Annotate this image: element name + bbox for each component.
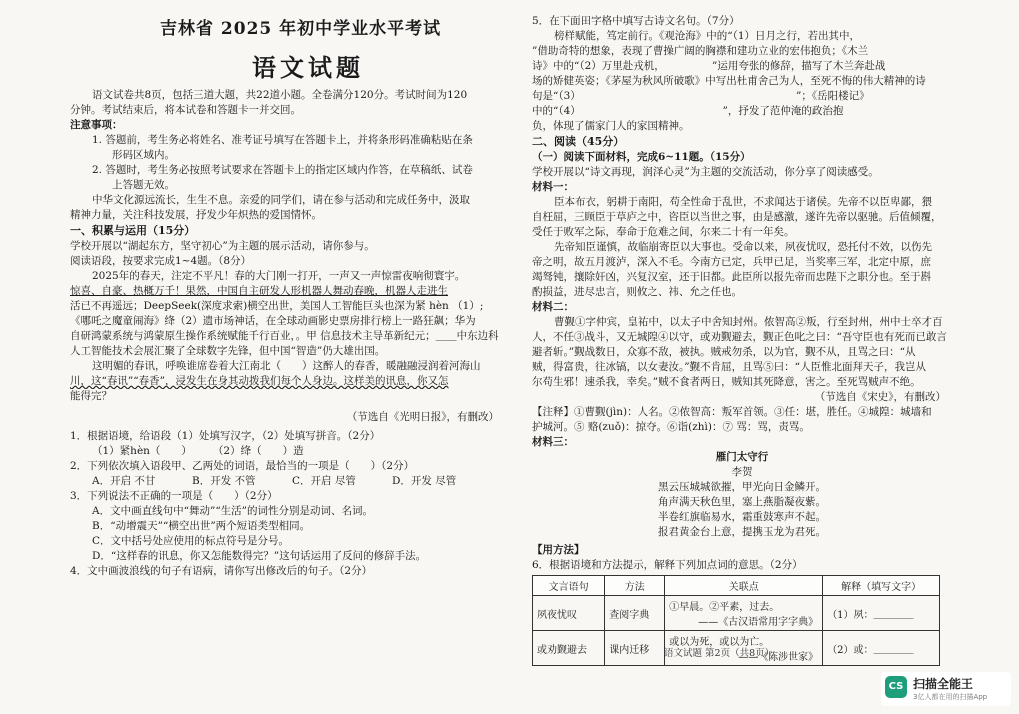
table-cell: 夙夜忧叹 <box>533 596 605 631</box>
question-1-blanks[interactable]: （1）紧hèn（ ） （2）绛（ ）造 <box>92 445 304 457</box>
passage-line: 人工智能技术会展汇聚了全球数字先锋，但中国“智造”仍大雄出国。 <box>70 345 386 357</box>
q2-option-d[interactable]: D．开发 尽管 <box>392 475 457 487</box>
material-3-label: 材料三： <box>532 436 574 448</box>
part1-intro: 学校开展以“湖起东方，坚守初心”为主题的展示活动，请你参与。 <box>70 240 375 252</box>
part1-intro: 阅读语段，按要求完成1~4题。（8分） <box>70 255 252 267</box>
q3-option-c[interactable]: C．文中括号处应使用的标点符号是分号。 <box>92 535 290 547</box>
method-heading: 【用方法】 <box>532 544 585 556</box>
q5-line: 中的“（4） ”，抒发了范仲淹的政治抱 <box>532 105 844 117</box>
question-5: 5．在下面田字格中填写古诗文名句。（7分） <box>532 15 740 27</box>
material-2-line: 人，不任③战斗，又无城隍④以守，或劝觐避去，觐正色叱之曰：“吾守臣也有死而已敢言 <box>532 331 947 343</box>
notice-line: 2. 答题时，考生务必按照考试要求在答题卡上的指定区域内作答，在草稿纸、试卷 <box>92 164 473 176</box>
question-2: 2．下列依次填入语段甲、乙两处的词语，最恰当的一项是（ ）（2分） <box>70 460 415 472</box>
notice-line: 形码区域内。 <box>112 149 175 161</box>
intro-line: 语文试卷共8页，包括三道大题，共22道小题。全卷满分120分。考试时间为120 <box>92 89 468 101</box>
question-3: 3．下列说法不正确的一项是（ ）（2分） <box>70 490 278 502</box>
notes-line: 护城河。⑤ 赂(zuǒ)：掠夺。⑥诣(zhì)：⑦ 骂：骂，责骂。 <box>532 421 810 433</box>
passage-line: 自研鸿蒙系统与鸿蒙原生操作系统赋能千行百业，。甲 信息技术主导革新纪元；＿＿中东边科 <box>70 330 499 342</box>
preface-line: 中华文化源远流长，生生不息。亲爱的同学们，请在参与活动和完成任务中，汲取 <box>92 194 470 206</box>
q3-option-a[interactable]: A．文中画直线句中“舞动”“生活”的词性分别是动词、名词。 <box>92 505 374 517</box>
passage-line: 活已不再遥远；DeepSeek(深度求索)横空出世，美国人工智能巨头也深为紧 hèn （1）; <box>70 300 484 312</box>
camscanner-logo-icon: CS <box>885 676 907 698</box>
preface-line: 精神力量，关注科技发展，抒发少年炽热的爱国情怀。 <box>70 209 322 221</box>
poem-author: 李贺 <box>731 466 753 478</box>
notice-line: 1. 答题前，考生务必将姓名、准考证号填写在答题卡上，并将条形码准确粘贴在条 <box>92 134 473 146</box>
q2-option-c[interactable]: C．开启 尽管 <box>292 475 356 487</box>
material-2-line: 尔苟生邪！速杀我，幸矣。”贼不食者两日，贼知其死降意，害之。至死骂贼声不绝。 <box>532 376 921 388</box>
notes-line: 【注释】①曹觐(jìn)：人名。②侬智高：叛军首领。③任：堪，胜任。④城隍：城墙和 <box>532 406 932 418</box>
watermark-subtitle: 3亿人都在用的扫描App <box>913 693 988 701</box>
material-1-line: 酌损益，进尽忠言，则攸之、祎、允之任也。 <box>532 286 742 298</box>
table-cell <box>665 596 823 631</box>
section1-heading: （一）阅读下面材料，完成6~11题。（15分） <box>532 151 751 163</box>
q2-option-b[interactable]: B．开发 不管 <box>192 475 256 487</box>
poem-line: 报君黄金台上意，提携玉龙为君死。 <box>658 526 826 538</box>
question-2-options <box>70 474 505 489</box>
q5-line: 榜样赋能，笃定前行。《观沧海》中的“（1）日月之行，若出其中， <box>554 30 861 42</box>
material-1-line: 先帝知臣谨慎，故临崩寄臣以大事也。受命以来，夙夜忧叹，恐托付不效，以伤先 <box>554 241 932 253</box>
question-1: 1．根据语境，给语段（1）处填写汉字，（2）处填写拼音。（2分） <box>70 430 381 442</box>
material-2-line: 曹觐①字仲宾，皇祐中，以太子中舍知封州。侬智高②叛，行至封州，州中士卒才百 <box>554 316 943 328</box>
table-cell: 或劝觐避去 <box>533 631 605 666</box>
passage-line: 能得完？ <box>70 390 112 402</box>
table-cell-text: ①早晨。②平素，过去。 <box>669 602 780 613</box>
question-4: 4．文中画波浪线的句子有语病，请你写出修改后的句子。（2分） <box>70 565 373 577</box>
material-1-line: 臣本布衣，躬耕于南阳，苟全性命于乱世，不求闻达于诸侯。先帝不以臣卑鄙，猥 <box>554 196 932 208</box>
material-2-line: 避者斩。”觐战数日，众寡不敌，被执。贼戒勿杀，以为官，觐不从，且骂之曰：“从 <box>532 346 916 358</box>
passage-line: 2025年的春天，注定不平凡！春的大门刚一打开，一声又一声惊雷夜响彻寰宇。 <box>92 270 466 282</box>
passage-line: 惊喜、自豪、热概万千！果然，中国自主研发人形机器人舞动春晚，机器人走进生 <box>70 285 448 297</box>
q3-option-d[interactable]: D．“这样春的讯息，你又怎能数得完？”这句话运用了反问的修辞手法。 <box>92 550 427 562</box>
q5-line: 句是“（3） ”；《岳阳楼记》 <box>532 90 870 102</box>
intro-line: 分钟。考试结束后，将本试卷和答题卡一并交回。 <box>70 104 301 116</box>
part1-heading: 一、积累与运用（15分） <box>70 224 196 237</box>
material-1-label: 材料一： <box>532 181 574 193</box>
material-2-label: 材料二： <box>532 301 574 313</box>
table-cell: 查阅字典 <box>605 596 665 631</box>
poem-line: 角声满天秋色里，塞上燕脂凝夜紫。 <box>658 496 826 508</box>
table-header: 关联点 <box>665 576 823 596</box>
table-row <box>533 596 940 631</box>
q5-line: 场的矫健英姿；《茅屋为秋风所破歌》中写出杜甫舍己为人，至死不悔的伟大精神的诗 <box>532 75 926 87</box>
table-header: 方法 <box>605 576 665 596</box>
passage-line: 《哪吒之魔童闹海》绛（2）遗市场神话，在全球动画影史票房排行榜上一路狂飙；华为 <box>70 315 476 327</box>
passage-line: 这明媚的春讯，呼唤谁席卷着大江南北（ ）这醉人的春香，暖融融浸润着河海山 <box>92 360 481 372</box>
passage-line: 川，这“春讯”“春香”，浸发生在身其动拨我们每个人身边。这样美的讯息，你又怎 <box>70 375 449 387</box>
watermark-app-name: 扫描全能王 <box>913 677 974 691</box>
table-header-row <box>533 576 940 596</box>
material-1-line: 竭驽钝，攘除奸凶，兴复汉室，还于旧都。此臣所以报先帝而忠陛下之职分也。至于斟 <box>532 271 931 283</box>
notice-heading: 注意事项： <box>70 119 123 131</box>
right-column <box>532 14 952 666</box>
table-header: 解释（填写文字） <box>823 576 940 596</box>
page-footer: 语文试题 第2页（共8页） <box>664 648 775 659</box>
exam-title: 吉林省 2025 年初中学业水平考试 <box>160 19 442 39</box>
answer-cell[interactable]: （1）夙：＿＿＿＿ <box>823 596 940 631</box>
table-cell-text: 或以为死，或以为亡。 <box>669 637 770 648</box>
answer-cell[interactable]: （2）或：＿＿＿＿ <box>823 631 940 666</box>
q5-line: 负，体现了儒家门人的家国精神。 <box>532 120 690 132</box>
material-1-line: 帝之明，故五月渡泸，深入不毛。今南方已定，兵甲已足，当奖率三军，北定中原，庶 <box>532 256 931 268</box>
material-2-source: （节选自《宋史》，有删改） <box>814 391 946 403</box>
passage-source: （节选自《光明日报》，有删改） <box>346 411 499 423</box>
poem-line: 半卷红旗临易水，霜重鼓寒声不起。 <box>658 511 826 523</box>
table-cell: 课内迁移 <box>605 631 665 666</box>
q3-option-b[interactable]: B．“动增震天”“横空出世”两个短语类型相同。 <box>92 520 311 532</box>
q2-option-a[interactable]: A．开启 不甘 <box>92 475 156 487</box>
table-header: 文言语句 <box>533 576 605 596</box>
notice-line: 上答题无效。 <box>112 179 175 191</box>
paper-title: 语文试题 <box>252 53 364 82</box>
scanner-watermark <box>881 672 1011 706</box>
table-cell-source: ——《古汉语常用字字典》 <box>698 617 819 628</box>
material-1-line: 自枉屈，三顾臣于草庐之中，咨臣以当世之事，由是感激，遂许先帝以驱驰。后值倾覆， <box>532 211 942 223</box>
table-cell-source: ——《陈涉世家》 <box>738 652 819 663</box>
question-6: 6．根据语境和方法提示，解释下列加点词的意思。（2分） <box>532 559 803 571</box>
section1-intro: 学校开展以“诗文再现，润泽心灵”为主题的交流活动，你分享了阅读感受。 <box>532 166 879 178</box>
poem-line: 黑云压城城欲摧，甲光向日金鳞开。 <box>658 481 826 493</box>
q5-line: ”借助奇特的想象，表现了曹操广阔的胸襟和建功立业的宏伟抱负；《木兰 <box>532 45 869 57</box>
q5-line: 诗》中的“（2）万里赴戎机， ”运用夸张的修辞，描写了木兰奔赴战 <box>532 60 886 72</box>
material-1-line: 受任于败军之际，奉命于危难之间，尔来二十有一年矣。 <box>532 226 795 238</box>
left-column <box>70 88 505 579</box>
part2-heading: 二、阅读（45分） <box>532 135 625 148</box>
material-2-line: 贼，得富贵，往冰镐，以女妻汝。”觐不肯屈，且骂⑤曰：“人臣惟北面拜天子，我岂从 <box>532 361 926 373</box>
poem-title: 雁门太守行 <box>715 451 769 463</box>
